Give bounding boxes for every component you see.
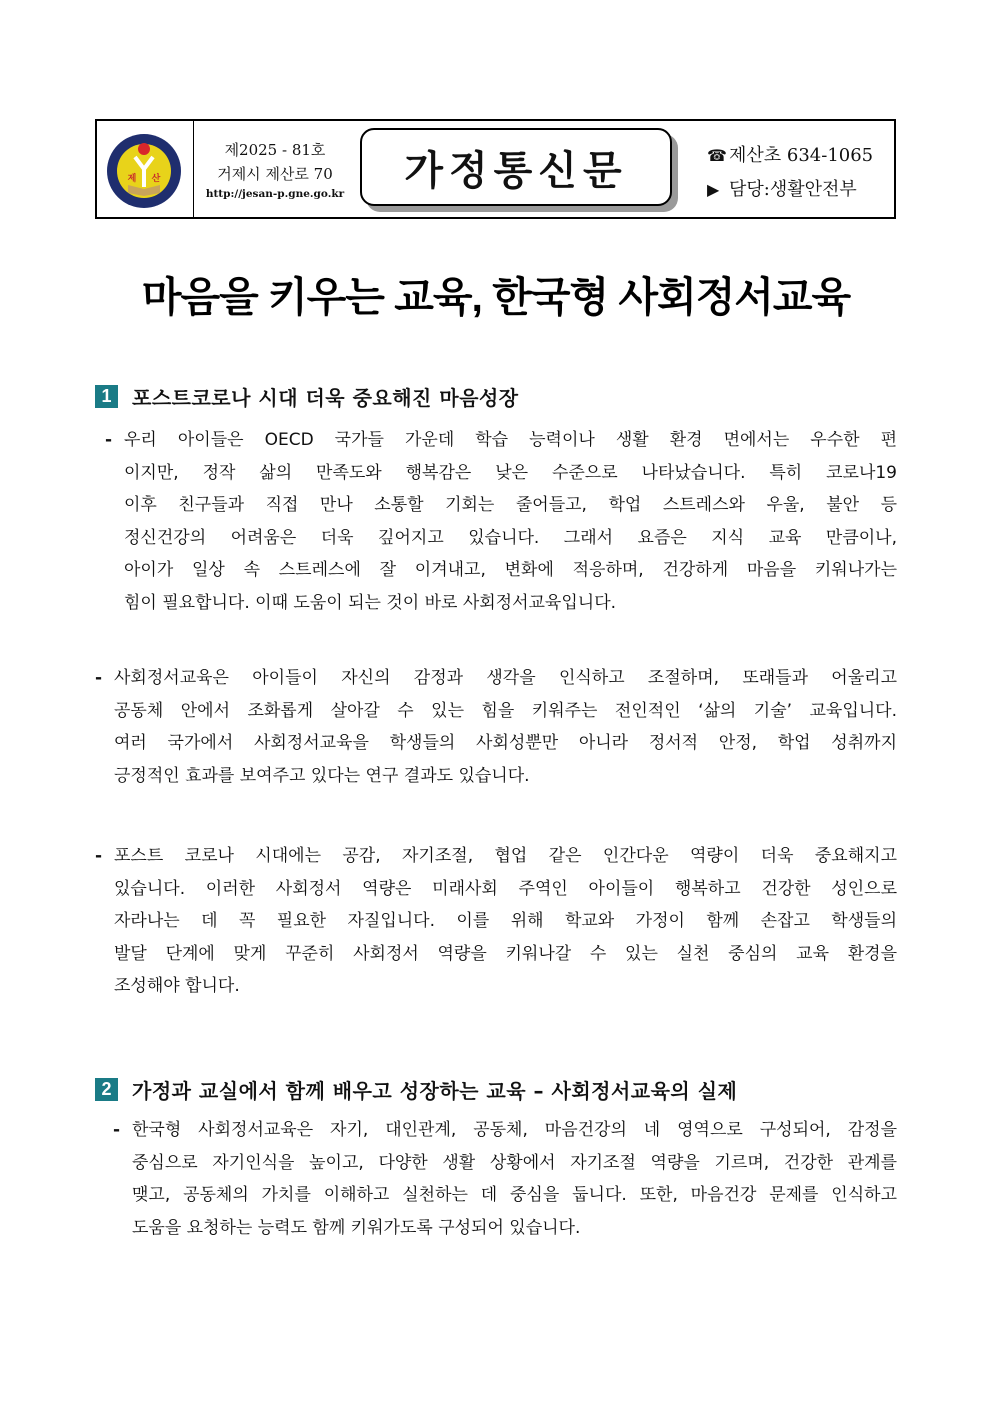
page-title: 마음을 키우는 교육, 한국형 사회정서교육 bbox=[141, 274, 851, 320]
text-line: 정신건강의 어려움은 더욱 깊어지고 있습니다. 그래서 요즘은 지식 교육 만큼이나, bbox=[124, 527, 897, 548]
contact-info bbox=[707, 121, 892, 217]
text-line: 맺고, 공동체의 가치를 이해하고 실천하는 데 중심을 둡니다. 또한, 마음건강 문제를 인식하고 bbox=[132, 1185, 897, 1205]
text-line: 있습니다. 이러한 사회정서 역량은 미래사회 주역인 아이들이 행복하고 건강한 성인으로 bbox=[114, 878, 897, 899]
school-url-link[interactable]: http://jesan-p.gne.go.kr bbox=[205, 188, 345, 200]
title-box bbox=[360, 128, 672, 206]
svg-text:산: 산 bbox=[151, 174, 161, 184]
paragraph bbox=[95, 840, 897, 1003]
bullet-dash: - bbox=[105, 430, 113, 450]
department-name: 담당:생활안전부 bbox=[729, 179, 857, 200]
school-address: 거제시 제산로 70 bbox=[217, 165, 333, 183]
newsletter-title: 가정통신문 bbox=[404, 146, 628, 194]
triangle-right-icon: ▶ bbox=[707, 180, 720, 199]
text-line: 아이가 일상 속 스트레스에 잘 이겨내고, 변화에 적응하며, 건강하게 마음을 키워나가는 bbox=[124, 560, 897, 580]
text-line: 이지만, 정작 삶의 만족도와 행복감은 낮은 수준으로 나타났습니다. 특히 코로나19 bbox=[124, 462, 897, 483]
text-line: 긍정적인 효과를 보여주고 있다는 연구 결과도 있습니다. bbox=[114, 765, 530, 786]
phone-number: 제산초 634-1065 bbox=[729, 145, 874, 166]
logo-cell bbox=[97, 121, 194, 217]
text-line: 발달 단계에 맞게 꾸준히 사회정서 역량을 키워나갈 수 있는 실천 중심의 교육 환경을 bbox=[114, 943, 897, 964]
paragraph bbox=[113, 1114, 897, 1244]
section-title: 가정과 교실에서 함께 배우고 성장하는 교육 – 사회정서교육의 실제 bbox=[132, 1079, 738, 1103]
text-line: 이후 친구들과 직접 만나 소통할 기회는 줄어들고, 학업 스트레스와 우울, 불안 등 bbox=[124, 495, 897, 515]
department-line bbox=[707, 175, 857, 201]
issue-number: 제2025 - 81호 bbox=[224, 141, 326, 159]
title-frame bbox=[360, 128, 680, 210]
phone-line bbox=[707, 141, 873, 167]
text-line: 힘이 필요합니다. 이때 도움이 되는 것이 바로 사회정서교육입니다. bbox=[124, 592, 617, 613]
school-emblem-icon bbox=[106, 133, 182, 209]
text-line: 중심으로 자기인식을 높이고, 다양한 생활 상황에서 자기조절 역량을 기르며, 건강한 관계를 bbox=[132, 1152, 897, 1173]
section-2-heading bbox=[95, 1075, 737, 1104]
section-number-badge: 2 bbox=[95, 1078, 118, 1101]
text-line: 공동체 안에서 조화롭게 살아갈 수 있는 힘을 키워주는 전인적인 ‘삶의 기술’ 교육입니다. bbox=[114, 700, 897, 721]
text-line: 자라나는 데 꼭 필요한 자질입니다. 이를 위해 학교와 가정이 함께 손잡고 학생들의 bbox=[114, 911, 897, 931]
text-line: 사회정서교육은 아이들이 자신의 감정과 생각을 인식하고 조절하며, 또래들과 어울리고 bbox=[114, 668, 897, 688]
newsletter-header bbox=[95, 119, 896, 219]
svg-text:제: 제 bbox=[127, 174, 137, 184]
paragraph bbox=[105, 424, 897, 619]
section-title: 포스트코로나 시대 더욱 중요해진 마음성장 bbox=[132, 386, 519, 410]
bullet-dash: - bbox=[95, 846, 103, 866]
school-info bbox=[195, 121, 355, 217]
telephone-icon: ☎ bbox=[707, 146, 727, 165]
paragraph bbox=[95, 662, 897, 792]
section-number-badge: 1 bbox=[95, 385, 118, 408]
text-line: 조성해야 합니다. bbox=[114, 976, 240, 996]
text-line: 포스트 코로나 시대에는 공감, 자기조절, 협업 같은 인간다운 역량이 더욱 중요해지고 bbox=[114, 846, 897, 866]
bullet-dash: - bbox=[95, 668, 103, 688]
text-line: 여러 국가에서 사회정서교육을 학생들의 사회성뿐만 아니라 정서적 안정, 학업 성취까지 bbox=[114, 733, 897, 753]
section-1-heading bbox=[95, 382, 519, 411]
text-line: 한국형 사회정서교육은 자기, 대인관계, 공동체, 마음건강의 네 영역으로 구성되어, 감정을 bbox=[132, 1120, 897, 1140]
text-line: 도움을 요청하는 능력도 함께 키워가도록 구성되어 있습니다. bbox=[132, 1217, 581, 1238]
text-line: 우리 아이들은 OECD 국가들 가운데 학습 능력이나 생활 환경 면에서는 우수한 편 bbox=[124, 430, 897, 450]
bullet-dash: - bbox=[113, 1120, 121, 1140]
